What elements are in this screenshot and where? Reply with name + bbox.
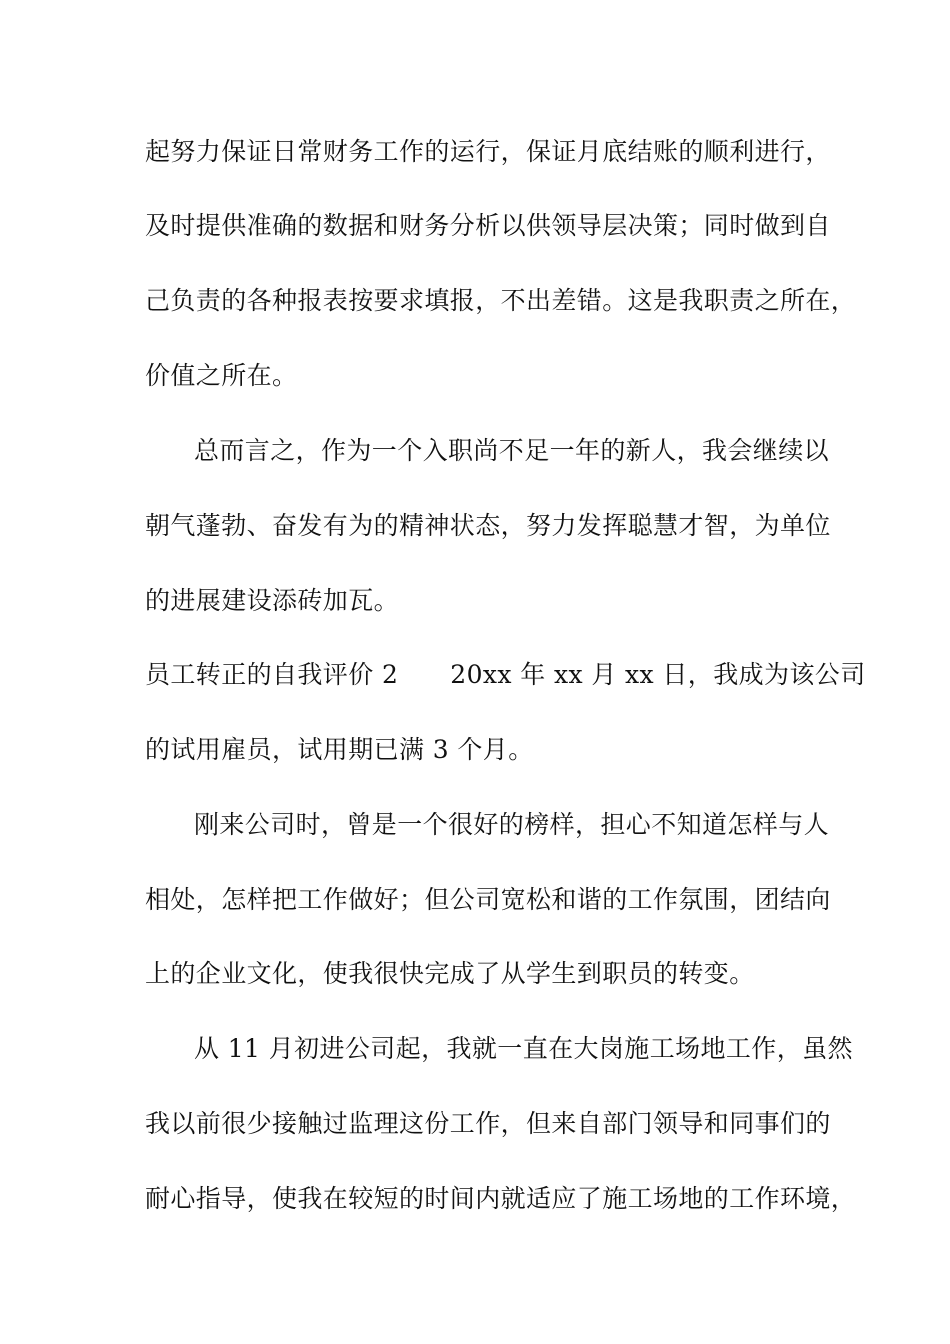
heading-trailing-text: 20xx 年 xx 月 xx 日，我成为该公司 (450, 660, 866, 689)
paragraph-first-line: 刚来公司时，曾是一个很好的榜样，担心不知道怎样与人 (194, 810, 830, 839)
section-heading-line (145, 659, 866, 691)
text-line: 上的企业文化，使我很快完成了从学生到职员的转变。 (145, 959, 755, 988)
text-line: 耐心指导，使我在较短的时间内就适应了施工场地的工作环境， (145, 1184, 857, 1213)
text-line: 我以前很少接触过监理这份工作，但来自部门领导和同事们的 (145, 1109, 831, 1138)
text-line: 相处，怎样把工作做好；但公司宽松和谐的工作氛围，团结向 (145, 885, 831, 914)
text-line: 朝气蓬勃、奋发有为的精神状态，努力发挥聪慧才智，为单位 (145, 511, 831, 540)
section-heading: 员工转正的自我评价 2 (145, 660, 399, 689)
paragraph-first-line: 从 11 月初进公司起，我就一直在大岗施工场地工作，虽然 (194, 1034, 853, 1063)
text-line: 的进展建设添砖加瓦。 (145, 586, 400, 615)
paragraph-first-line: 总而言之，作为一个入职尚不足一年的新人，我会继续以 (194, 436, 830, 465)
text-line: 价值之所在。 (145, 361, 298, 390)
text-line: 起努力保证日常财务工作的运行，保证月底结账的顺利进行， (145, 137, 831, 166)
text-line: 及时提供准确的数据和财务分析以供领导层决策；同时做到自 (145, 211, 831, 240)
text-line: 的试用雇员，试用期已满 3 个月。 (145, 735, 534, 764)
text-line: 己负责的各种报表按要求填报，不出差错。这是我职责之所在， (145, 286, 857, 315)
